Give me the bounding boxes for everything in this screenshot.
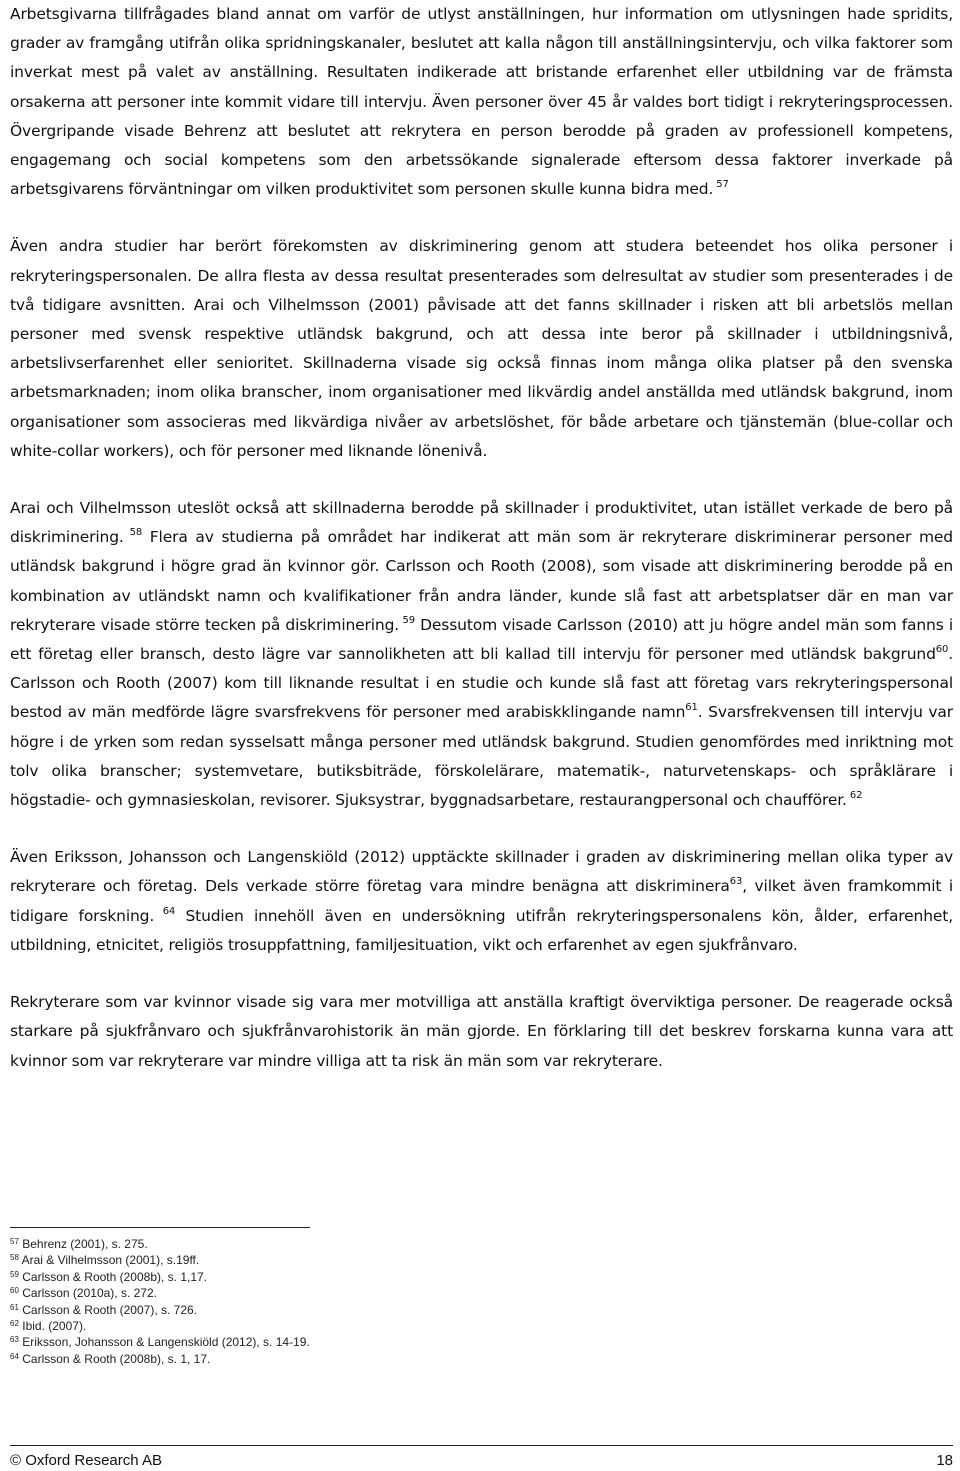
paragraph xyxy=(10,0,953,204)
footnote-number: 62 xyxy=(10,1319,19,1329)
footnote xyxy=(10,1285,610,1301)
paragraph-text: Flera av studierna på området har indikerat att män som är rekryterare diskriminerar personer med utländsk bakgrund i högre grad än kvinnor gör. Carlsson och Rooth (2008), som visade att diskriminering berodde på en kombination av utländskt namn och kvalifikationer från andra länder, kunde slå fast att arbetsplatser där en man var rekryterare visade större tecken på diskriminering. xyxy=(10,528,953,634)
footnote-reference: 63 xyxy=(729,876,743,888)
footnote-number: 60 xyxy=(10,1286,19,1296)
footnote-reference: 64 xyxy=(154,905,176,917)
footnote xyxy=(10,1351,610,1367)
footnote-reference: 58 xyxy=(123,527,143,539)
paragraph-text: Rekryterare som var kvinnor visade sig vara mer motvilliga att anställa kraftigt överviktiga personer. De reagerade också starkare på sjukfrånvaro och sjukfrånvarohistorik än män gjorde. En förklaring till det beskrev forskarna kunna vara att kvinnor som var rekryterare var mindre villiga att ta risk än män som var rekryterare. xyxy=(10,993,953,1070)
footnote-text: Carlsson & Rooth (2008b), s. 1,17. xyxy=(22,1269,208,1284)
footnote-number: 63 xyxy=(10,1335,19,1345)
paragraph xyxy=(10,988,953,1076)
paragraph-text: Arai och Vilhelmsson uteslöt också att skillnaderna berodde på skillnader i produktivitet, utan istället verkade de bero på diskriminering. xyxy=(10,499,953,547)
footnote xyxy=(10,1334,610,1350)
footnote-text: Eriksson, Johansson & Langenskiöld (2012), s. 14-19. xyxy=(22,1335,310,1350)
page-number: 18 xyxy=(936,1452,953,1469)
footnote-text: Carlsson (2010a), s. 272. xyxy=(22,1286,157,1301)
body-text xyxy=(10,0,953,1104)
footnote-text: Carlsson & Rooth (2007), s. 726. xyxy=(22,1302,198,1317)
footnote-number: 64 xyxy=(10,1351,19,1361)
footnote-number: 57 xyxy=(10,1237,19,1246)
footer-publisher: © Oxford Research AB xyxy=(10,1452,162,1469)
footnote-reference: 57 xyxy=(713,179,729,191)
footnote-text: Ibid. (2007). xyxy=(22,1319,87,1334)
paragraph-text: Även Eriksson, Johansson och Langenskiöld (2012) upptäckte skillnader i graden av diskriminering mellan olika typer av rekryterare och företag. Dels verkade större företag vara mindre benägna att diskriminera xyxy=(10,848,953,896)
footnote-text: Carlsson & Rooth (2008b), s. 1, 17. xyxy=(22,1351,211,1366)
footnote-text: Behrenz (2001), s. 275. xyxy=(22,1237,148,1251)
paragraph-text: Arbetsgivarna tillfrågades bland annat om varför de utlyst anställningen, hur information om utlysningen hade spridits, grader av framgång utifrån olika spridningskanaler, beslutet att kalla någon till anställningsintervju, och vilka faktorer som inverkat mest på valet av anställning. Resultaten indikerade att bristande erfarenhet eller utbildning var de främsta orsakerna att personer inte kommit vidare till intervju. Även personer över 45 år valdes bort tidigt i rekryteringsprocessen. Övergripande visade Behrenz att beslutet att rekrytera en person berodde på graden av professionell kompetens, engagemang och social kompetens som den arbetssökande signalerade eftersom dessa faktorer inverkade på arbetsgivarens förväntningar om vilken produktivitet som personen skulle kunna bidra med. xyxy=(10,5,953,199)
footnote-reference: 61 xyxy=(685,702,698,714)
footnote xyxy=(10,1302,610,1318)
footnote-reference: 60 xyxy=(935,644,949,656)
paragraph-text: Dessutom visade Carlsson (2010) att ju högre andel män som fanns i ett företag eller bransch, desto lägre var sannolikheten att bli kallad till intervju för personer med utländsk bakgrund xyxy=(10,615,953,664)
paragraph xyxy=(10,843,953,960)
footnote-number: 58 xyxy=(10,1253,19,1263)
footnote xyxy=(10,1252,610,1268)
footer-divider xyxy=(10,1445,953,1446)
footnote-divider xyxy=(10,1227,310,1228)
footnote xyxy=(10,1318,610,1334)
paragraph-text: . Svarsfrekvensen till intervju var högre i de yrken som redan sysselsatt många personer med utländsk bakgrund. Studien genomfördes med inriktning mot tolv olika branscher; systemvetare, butiksbiträde, förskolelärare, matematik-, naturvetenskaps- och språklärare i högstadie- och gymnasieskolan, revisorer. Sjuksystrar, byggnadsarbetare, restaurangpersonal och chaufförer. xyxy=(10,703,953,810)
paragraph xyxy=(10,232,953,466)
footnote-number: 61 xyxy=(10,1302,19,1312)
footnotes xyxy=(10,1236,610,1367)
paragraph-text: . Carlsson och Rooth (2007) kom till liknande resultat i en studie och kunde slå fast att företag vars rekryteringspersonal bestod av män medförde lägre svarsfrekvens för personer med arabiskklingande namn xyxy=(10,645,953,722)
paragraph xyxy=(10,494,953,815)
footnote-number: 59 xyxy=(10,1269,19,1279)
footnote-reference: 59 xyxy=(399,614,415,626)
footnote xyxy=(10,1236,610,1252)
paragraph-text: Studien innehöll även en undersökning utifrån rekryteringspersonalens kön, ålder, erfarenhet, utbildning, etnicitet, religiös trosuppfattning, familjesituation, vikt och erfarenhet av egen sjukfrånvaro. xyxy=(10,906,953,954)
footnote-reference: 62 xyxy=(846,790,863,802)
paragraph-text: Även andra studier har berört förekomsten av diskriminering genom att studera beteendet hos olika personer i rekryteringspersonalen. De allra flesta av dessa resultat presenterades som delresultat av studier som presenterades i de två tidigare avsnitten. Arai och Vilhelmsson (2001) påvisade att det fanns skillnader i risken att bli arbetslös mellan personer med svensk respektive utländsk bakgrund, och att dessa inte beror på skillnader i utbildningsnivå, arbetslivserfarenhet eller senioritet. Skillnaderna visade sig också finnas inom många olika platser på den svenska arbetsmarknaden; inom olika branscher, inom organisationer med likvärdig andel anställda med utländsk bakgrund, inom organisationer som associeras med likvärdiga nivåer av arbetslöshet, för både arbetare och tjänstemän (blue-collar och white-collar workers), och för personer med liknande lönenivå. xyxy=(10,237,953,460)
footnote-text: Arai & Vilhelmsson (2001), s.19ff. xyxy=(21,1253,200,1268)
footnote xyxy=(10,1269,610,1285)
paragraph-text: , vilket även framkommit i tidigare forskning. xyxy=(10,877,953,925)
